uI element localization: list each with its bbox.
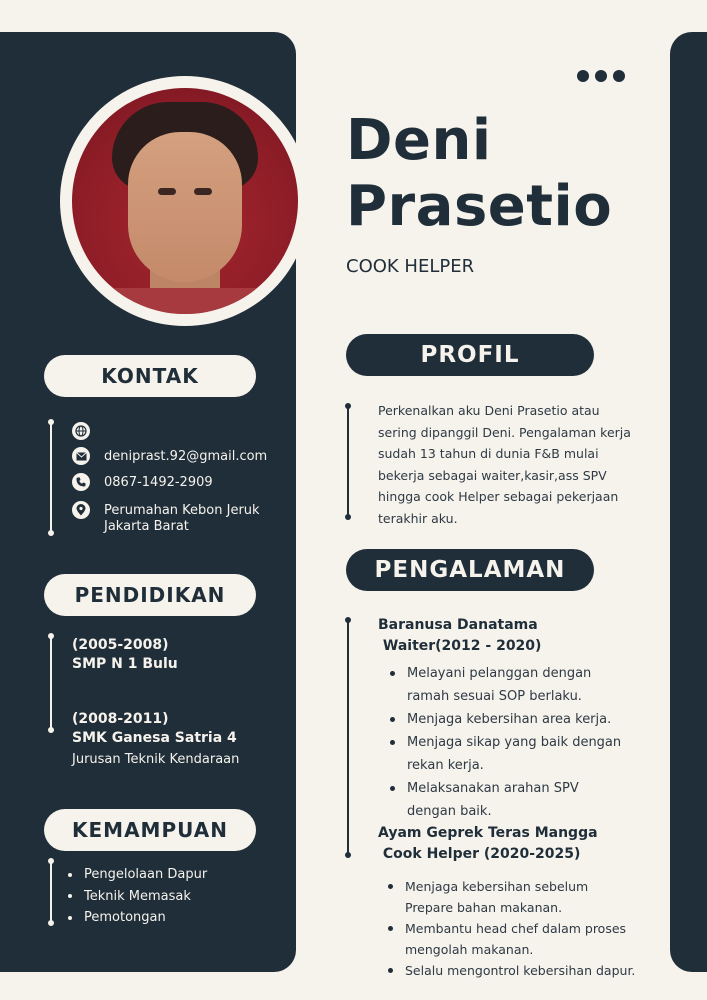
phone-text[interactable]: 0867-1492-2909 [104, 475, 213, 490]
address-text [104, 503, 260, 535]
location-icon [72, 501, 90, 519]
profile-heading: PROFIL [346, 334, 594, 376]
job-duties [380, 662, 630, 823]
education-years: (2005-2008) [72, 637, 169, 653]
skills-heading: KEMAMPUAN [44, 809, 256, 851]
job-header [378, 615, 541, 657]
education-school: SMP N 1 Bulu [72, 656, 178, 672]
more-options-icon[interactable] [577, 70, 625, 82]
address-line-2: Jakarta Barat [104, 519, 189, 534]
job-position: Waiter(2012 - 2020) [378, 638, 542, 654]
contact-timeline [50, 422, 52, 534]
profile-summary: Perkenalkan aku Deni Prasetio atau sering dipanggil Deni. Pengalaman kerja sudah 13 tahun di dunia F&B mulai bekerja sebagai waiter,kasir,ass SPV hingga cook Helper sebagai pekerjaan terakhir aku. [378, 403, 631, 526]
first-name: Deni [346, 108, 492, 173]
list-item: Pengelolaan Dapur [64, 864, 207, 886]
job-header [378, 823, 598, 865]
company-name: Baranusa Danatama [378, 617, 538, 633]
job-position: Cook Helper (2020-2025) [378, 846, 581, 862]
education-major: Jurusan Teknik Kendaraan [72, 752, 240, 767]
right-accent-bar [670, 32, 707, 972]
list-item: Melaksanakan arahan SPV dengan baik. [380, 777, 630, 823]
last-name: Prasetio [346, 174, 613, 239]
experience-heading: PENGALAMAN [346, 549, 594, 591]
profile-timeline [347, 406, 349, 518]
email-text[interactable]: deniprast.92@gmail.com [104, 449, 268, 464]
experience-timeline [347, 620, 349, 856]
education-timeline [50, 636, 52, 732]
phone-icon [72, 473, 90, 491]
contact-heading: KONTAK [44, 355, 256, 397]
list-item: Pemotongan [64, 907, 207, 929]
list-item: Selalu mengontrol kebersihan dapur. [378, 960, 640, 981]
list-item: Membantu head chef dalam proses mengolah makanan. [378, 918, 640, 960]
email-icon [72, 447, 90, 465]
list-item: Menjaga sikap yang baik dengan rekan kerja. [380, 731, 630, 777]
address-line-1: Perumahan Kebon Jeruk [104, 503, 260, 518]
list-item: Menjaga kebersihan area kerja. [380, 708, 630, 731]
job-duties [378, 876, 640, 981]
list-item: Teknik Memasak [64, 886, 207, 908]
education-item [72, 636, 178, 674]
full-name [346, 108, 612, 240]
education-item [72, 710, 239, 769]
education-heading: PENDIDIKAN [44, 574, 256, 616]
globe-icon [72, 422, 90, 440]
skills-list [64, 864, 207, 929]
education-years: (2008-2011) [72, 711, 169, 727]
skills-timeline [50, 860, 52, 924]
job-role: COOK HELPER [346, 256, 475, 277]
list-item: Melayani pelanggan dengan ramah sesuai SOP berlaku. [380, 662, 630, 708]
list-item: Menjaga kebersihan sebelum Prepare bahan makanan. [378, 876, 640, 918]
education-school: SMK Ganesa Satria 4 [72, 730, 237, 746]
profile-photo [72, 88, 298, 314]
company-name: Ayam Geprek Teras Mangga [378, 825, 598, 841]
